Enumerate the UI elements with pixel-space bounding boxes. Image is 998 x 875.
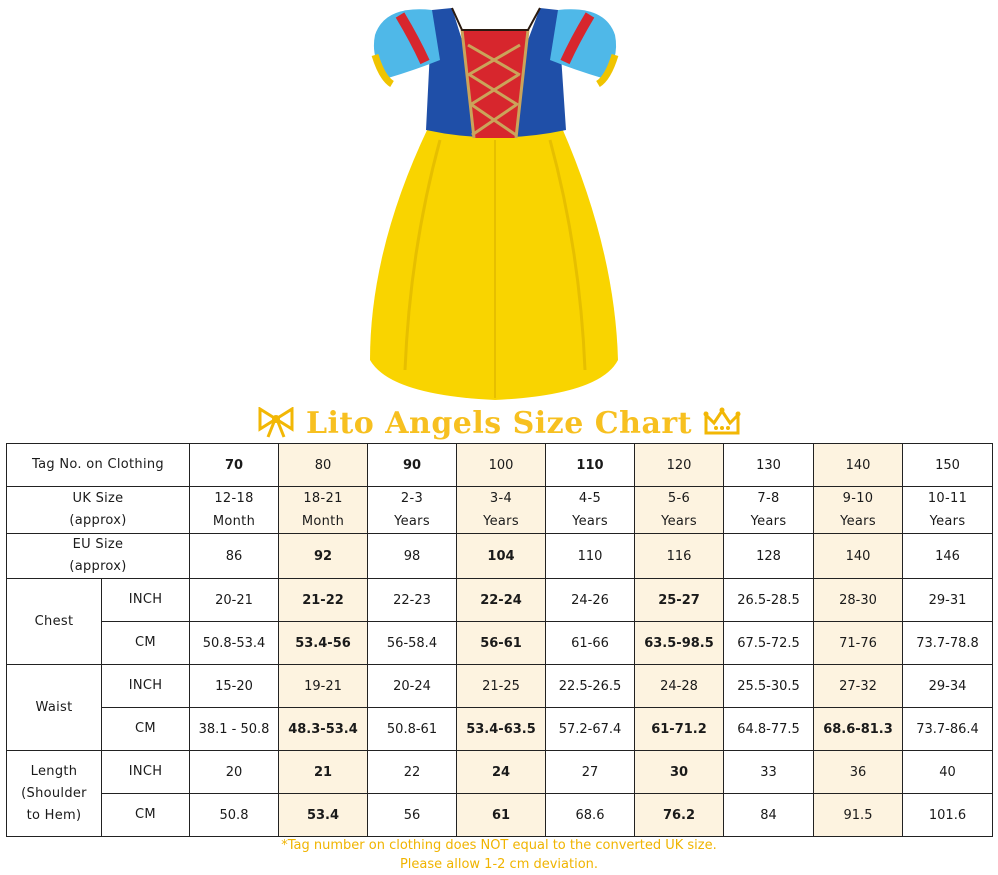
chest-cm-cell: 71-76 [814, 622, 903, 665]
unit-cm: CM [102, 708, 190, 751]
length-inch-cell: 27 [546, 751, 635, 794]
unit-cm: CM [102, 794, 190, 837]
waist-cm-cell: 38.1 - 50.8 [190, 708, 279, 751]
row-label-eu [7, 534, 190, 579]
unit-cm: CM [102, 622, 190, 665]
tag-cell: 70 [190, 444, 279, 487]
eu-cell: 86 [190, 534, 279, 579]
length-cm-cell: 76.2 [635, 794, 724, 837]
waist-cm-cell: 61-71.2 [635, 708, 724, 751]
chest-cm-cell: 56-61 [457, 622, 546, 665]
crown-icon [702, 407, 742, 439]
length-inch-cell: 40 [903, 751, 993, 794]
chest-cm-cell: 63.5-98.5 [635, 622, 724, 665]
row-label-chest: Chest [7, 579, 102, 665]
dress-illustration [330, 0, 660, 405]
table-row-chest-cm [7, 622, 993, 665]
uk-cell: 12-18 Month [190, 487, 279, 534]
tag-cell: 130 [724, 444, 814, 487]
length-label-line: Length [30, 763, 78, 779]
eu-cell: 92 [279, 534, 368, 579]
table-row-chest-inch [7, 579, 993, 622]
uk-label-line: UK Size [72, 491, 124, 506]
eu-cell: 98 [368, 534, 457, 579]
length-inch-cell: 22 [368, 751, 457, 794]
eu-label-line: EU Size [72, 537, 124, 552]
chest-inch-cell: 29-31 [903, 579, 993, 622]
waist-inch-cell: 19-21 [279, 665, 368, 708]
chest-inch-cell: 20-21 [190, 579, 279, 622]
uk-cell: 18-21 Month [279, 487, 368, 534]
row-label-uk [7, 487, 190, 534]
waist-cm-cell: 64.8-77.5 [724, 708, 814, 751]
table-row-length-cm [7, 794, 993, 837]
size-chart-table [6, 443, 993, 837]
chest-cm-cell: 73.7-78.8 [903, 622, 993, 665]
uk-cell: 3-4 Years [457, 487, 546, 534]
bow-icon [256, 407, 296, 439]
table-row-uk [7, 487, 993, 534]
uk-cell: 10-11 Years [903, 487, 993, 534]
eu-cell: 110 [546, 534, 635, 579]
waist-inch-cell: 27-32 [814, 665, 903, 708]
chest-inch-cell: 22-24 [457, 579, 546, 622]
dress-image [330, 0, 660, 405]
table-row-waist-cm [7, 708, 993, 751]
waist-inch-cell: 24-28 [635, 665, 724, 708]
chest-cm-cell: 56-58.4 [368, 622, 457, 665]
length-cm-cell: 68.6 [546, 794, 635, 837]
length-cm-cell: 84 [724, 794, 814, 837]
chest-inch-cell: 26.5-28.5 [724, 579, 814, 622]
length-cm-cell: 56 [368, 794, 457, 837]
unit-inch: INCH [102, 579, 190, 622]
waist-inch-cell: 15-20 [190, 665, 279, 708]
chest-inch-cell: 22-23 [368, 579, 457, 622]
length-cm-cell: 91.5 [814, 794, 903, 837]
uk-label-line: (approx) [69, 513, 127, 528]
tag-cell: 80 [279, 444, 368, 487]
chest-inch-cell: 21-22 [279, 579, 368, 622]
chest-inch-cell: 24-26 [546, 579, 635, 622]
chest-inch-cell: 28-30 [814, 579, 903, 622]
length-label-line: to Hem) [26, 807, 82, 823]
tag-cell: 110 [546, 444, 635, 487]
uk-cell: 5-6 Years [635, 487, 724, 534]
footnotes [0, 836, 998, 874]
waist-inch-cell: 29-34 [903, 665, 993, 708]
table-row-tag [7, 444, 993, 487]
eu-cell: 140 [814, 534, 903, 579]
length-inch-cell: 20 [190, 751, 279, 794]
waist-inch-cell: 25.5-30.5 [724, 665, 814, 708]
waist-inch-cell: 22.5-26.5 [546, 665, 635, 708]
chest-cm-cell: 50.8-53.4 [190, 622, 279, 665]
eu-cell: 146 [903, 534, 993, 579]
uk-cell: 7-8 Years [724, 487, 814, 534]
length-inch-cell: 33 [724, 751, 814, 794]
waist-cm-cell: 57.2-67.4 [546, 708, 635, 751]
length-inch-cell: 24 [457, 751, 546, 794]
table-row-eu [7, 534, 993, 579]
length-cm-cell: 53.4 [279, 794, 368, 837]
length-inch-cell: 36 [814, 751, 903, 794]
eu-cell: 128 [724, 534, 814, 579]
tag-cell: 140 [814, 444, 903, 487]
waist-cm-cell: 73.7-86.4 [903, 708, 993, 751]
uk-cell: 4-5 Years [546, 487, 635, 534]
eu-label-line: (approx) [69, 559, 127, 574]
chart-title-row [0, 402, 998, 444]
chest-cm-cell: 67.5-72.5 [724, 622, 814, 665]
chest-cm-cell: 53.4-56 [279, 622, 368, 665]
eu-cell: 116 [635, 534, 724, 579]
tag-cell: 90 [368, 444, 457, 487]
footnote-line: *Tag number on clothing does NOT equal to the converted UK size. [281, 838, 717, 853]
row-label-tag: Tag No. on Clothing [7, 444, 190, 487]
waist-cm-cell: 53.4-63.5 [457, 708, 546, 751]
chart-title: Lito Angels Size Chart [305, 405, 693, 441]
waist-inch-cell: 21-25 [457, 665, 546, 708]
waist-cm-cell: 48.3-53.4 [279, 708, 368, 751]
tag-cell: 120 [635, 444, 724, 487]
chest-inch-cell: 25-27 [635, 579, 724, 622]
table-row-waist-inch [7, 665, 993, 708]
unit-inch: INCH [102, 751, 190, 794]
chest-cm-cell: 61-66 [546, 622, 635, 665]
length-cm-cell: 50.8 [190, 794, 279, 837]
length-cm-cell: 101.6 [903, 794, 993, 837]
footnote-line: Please allow 1-2 cm deviation. [399, 857, 599, 872]
waist-inch-cell: 20-24 [368, 665, 457, 708]
waist-cm-cell: 68.6-81.3 [814, 708, 903, 751]
eu-cell: 104 [457, 534, 546, 579]
length-cm-cell: 61 [457, 794, 546, 837]
uk-cell: 2-3 Years [368, 487, 457, 534]
unit-inch: INCH [102, 665, 190, 708]
uk-cell: 9-10 Years [814, 487, 903, 534]
length-label-line: (Shoulder [21, 785, 87, 801]
table-row-length-inch [7, 751, 993, 794]
tag-cell: 100 [457, 444, 546, 487]
waist-cm-cell: 50.8-61 [368, 708, 457, 751]
length-inch-cell: 30 [635, 751, 724, 794]
row-label-waist: Waist [7, 665, 102, 751]
row-label-length [7, 751, 102, 837]
tag-cell: 150 [903, 444, 993, 487]
length-inch-cell: 21 [279, 751, 368, 794]
